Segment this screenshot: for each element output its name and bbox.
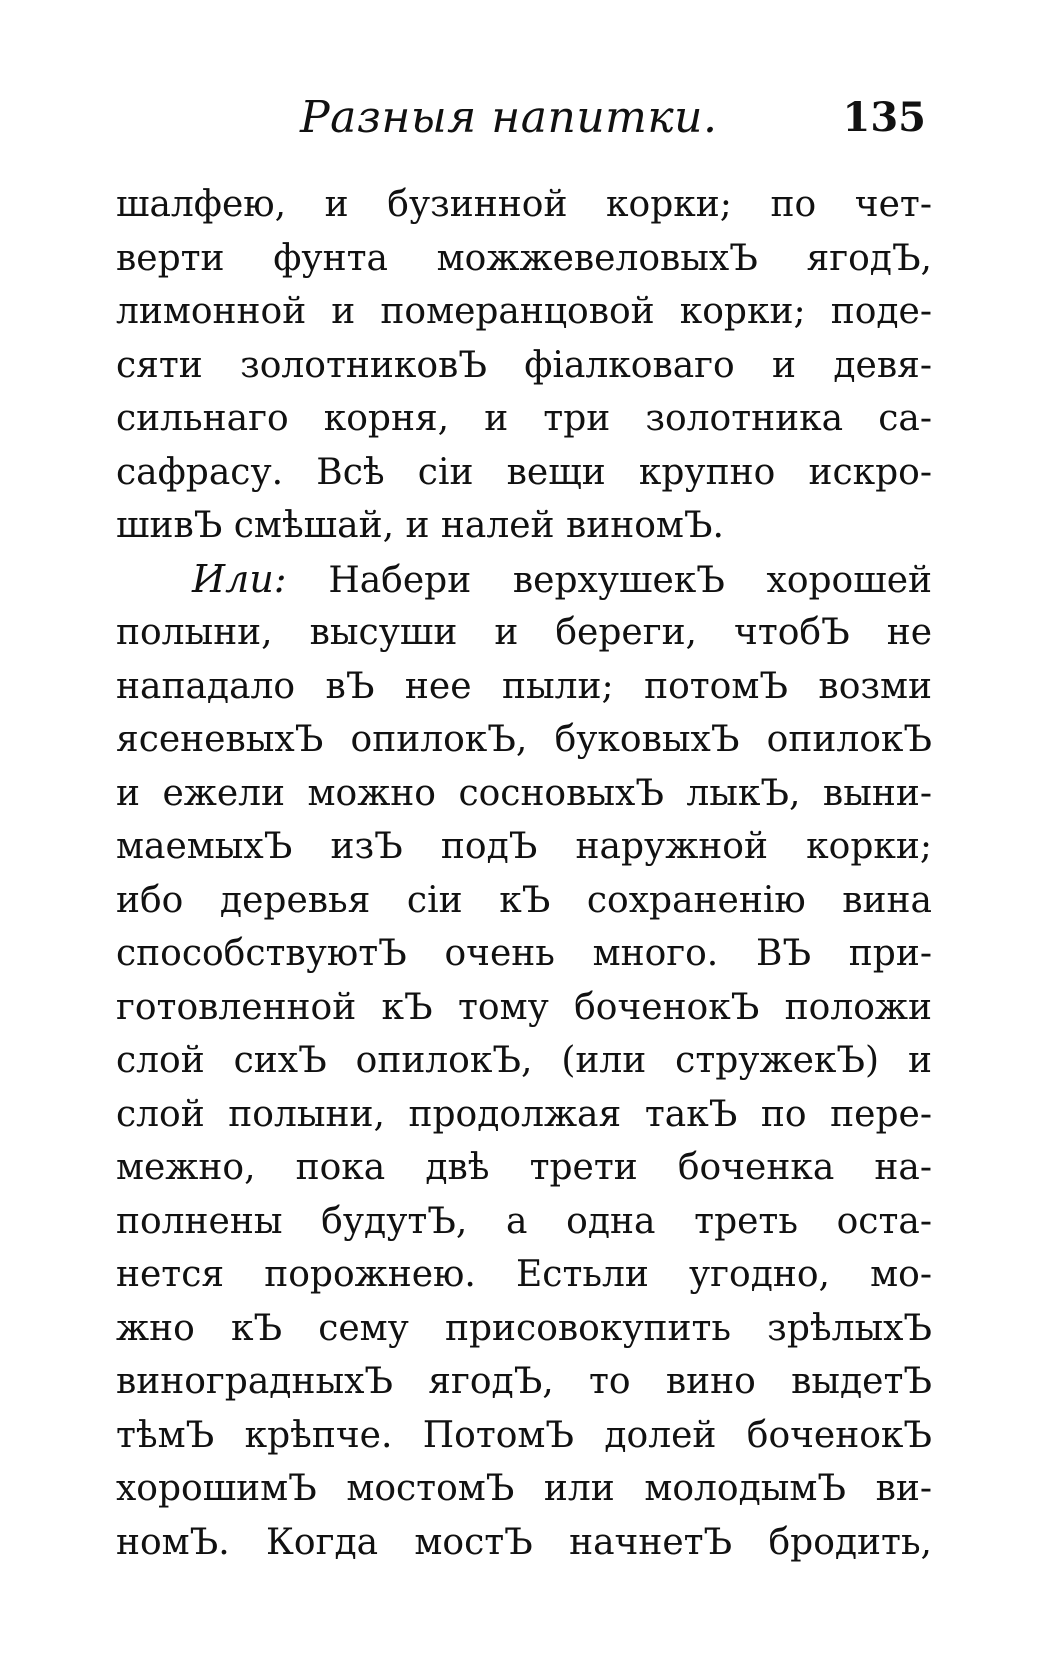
text-line: верти фунта можжевеловыхЪ ягодЪ, — [116, 237, 932, 279]
text-line: способствуютЪ очень много. ВЪ при- — [116, 933, 932, 974]
first-line-rest: Набери верхушекЪ хорошей — [328, 559, 932, 601]
text-line: межно, пока двѣ трети боченка на- — [116, 1147, 932, 1188]
text-line: виноградныхЪ ягодЪ, то вино выдетЪ — [116, 1361, 932, 1402]
text-line: сафрасу. Всѣ сіи вещи крупно искро- — [116, 451, 932, 493]
paragraph-1 — [116, 178, 932, 553]
text-line: маемыхЪ изЪ подЪ наружной корки; — [116, 826, 932, 867]
text-line: ибо деревья сіи кЪ сохраненію вина — [116, 879, 932, 921]
text-line: лимонной и померанцовой корки; поде- — [116, 291, 932, 332]
page-number: 135 — [842, 94, 926, 141]
text-line: нется порожнею. Естьли угодно, мо- — [116, 1254, 932, 1295]
text-line: полнены будутЪ, а одна треть оста- — [116, 1200, 932, 1242]
paragraph-2 — [116, 553, 932, 1570]
text-line: номЪ. Когда мостЪ начнетЪ бродить, — [116, 1521, 932, 1563]
text-line: слой полыни, продолжая такЪ по пере- — [116, 1093, 932, 1135]
text-line: ясеневыхЪ опилокЪ, буковыхЪ опилокЪ — [116, 719, 932, 760]
text-line: сяти золотниковЪ фіалковаго и девя- — [116, 344, 932, 386]
text-line: слой сихЪ опилокЪ, (или стружекЪ) и — [116, 1040, 932, 1081]
text-line: хорошимЪ мостомЪ или молодымЪ ви- — [116, 1468, 932, 1509]
body-text — [116, 178, 932, 1569]
text-line: шалфею, и бузинной корки; по чет- — [116, 184, 932, 225]
text-line: нападало вЪ нее пыли; потомЪ возми — [116, 665, 932, 707]
text-line: сильнаго корня, и три золотника са- — [116, 398, 932, 439]
paragraph-first-line — [116, 553, 932, 607]
text-line: полыни, высуши и береги, чтобЪ не — [116, 612, 932, 653]
text-line: готовленной кЪ тому боченокЪ положи — [116, 986, 932, 1028]
text-line: тѣмЪ крѣпче. ПотомЪ долей боченокЪ — [116, 1414, 932, 1456]
text-line: и ежели можно сосновыхЪ лыкЪ, выни- — [116, 772, 932, 814]
text-line: жно кЪ сему присовокупить зрѣлыхЪ — [116, 1307, 932, 1349]
running-title: Разныя напитки. — [300, 92, 718, 143]
text-line: шивЪ смѣшай, и налей виномЪ. — [116, 505, 724, 546]
page-header — [300, 88, 926, 148]
lead-word: Или: — [192, 556, 287, 601]
